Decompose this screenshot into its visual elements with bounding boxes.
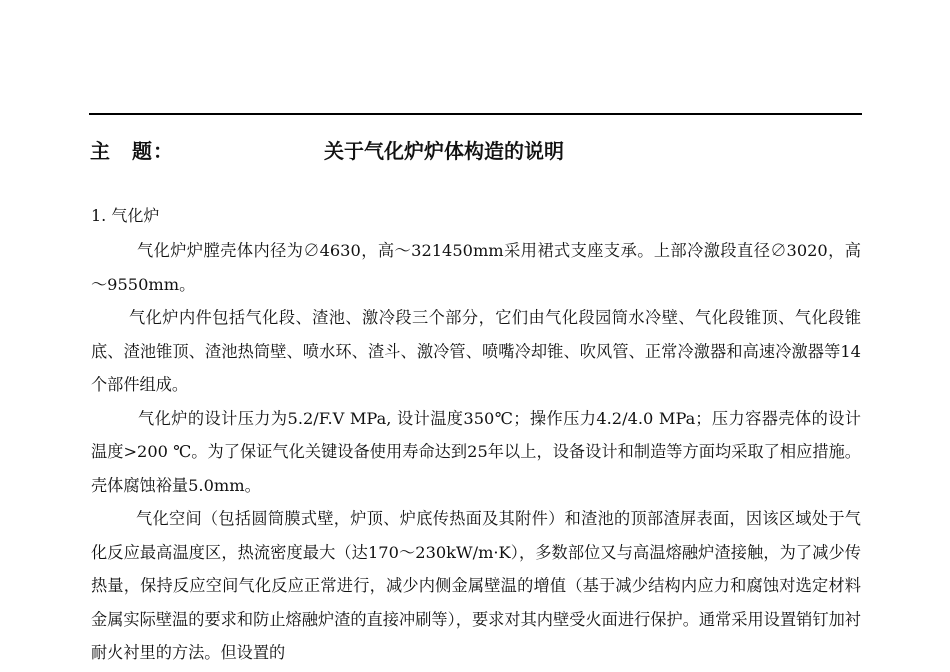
paragraph: 气化炉内件包括气化段、渣池、激冷段三个部分，它们由气化段园筒水冷壁、气化段锥顶、气化段锥底、渣池锥顶、渣池热筒壁、喷水环、渣斗、激冷管、喷嘴冷却锥、吹风管、正常冷激器和高速冷激器等14个部件组成。 [91, 308, 861, 394]
document-body [91, 234, 861, 670]
subject-label: 主 题： [90, 139, 174, 163]
header-divider-line [89, 113, 862, 115]
document-title: 关于气化炉炉体构造的说明 [324, 139, 564, 163]
paragraph: 气化炉炉膛壳体内径为∅4630，高～321450mm采用裙式支座支承。上部冷激段直径∅3020，高～9550mm。 [91, 241, 861, 294]
paragraph: 气化空间（包括圆筒膜式壁，炉顶、炉底传热面及其附件）和渣池的顶部渣屏表面，因该区域处于气化反应最高温度区，热流密度最大（达170～230kW/m·K），多数部位又与高温熔融炉渣接触，为了减少传热量，保持反应空间气化反应正常进行，减少内侧金属壁温的增值（基于减少结构内应力和腐蚀对选定材料金属实际壁温的要求和防止熔融炉渣的直接冲刷等），要求对其内壁受火面进行保护。通常采用设置销钉加衬耐火衬里的方法。但设置的 [91, 509, 861, 662]
paragraph: 气化炉的设计压力为5.2/F.V MPa, 设计温度350℃；操作压力4.2/4.0 MPa；压力容器壳体的设计温度>200 ℃。为了保证气化关键设备使用寿命达到25年以上，设备设计和制造等方面均采取了相应措施。壳体腐蚀裕量5.0mm。 [91, 408, 861, 495]
section-heading: 1. 气化炉 [91, 206, 160, 225]
